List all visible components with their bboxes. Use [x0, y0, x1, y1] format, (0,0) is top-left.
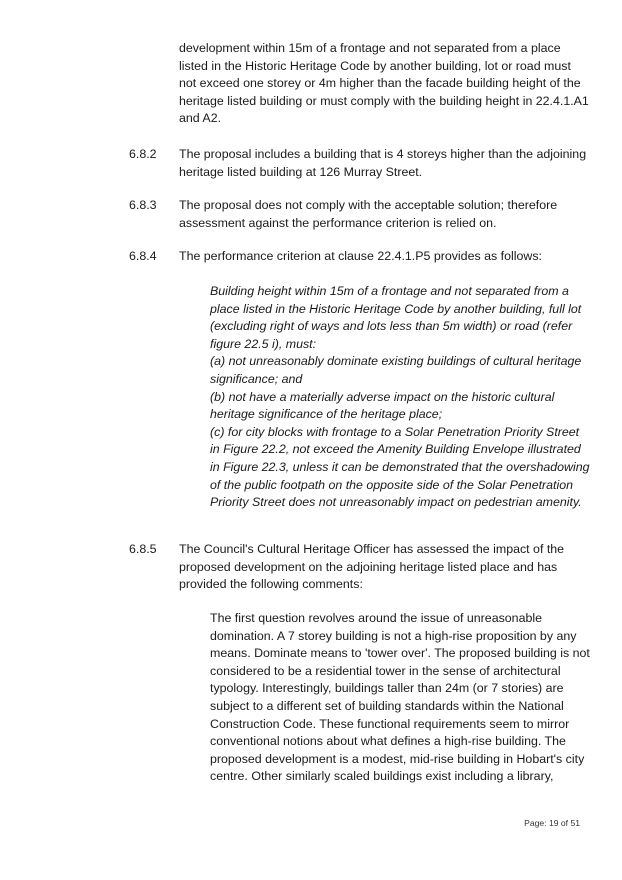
item-number-6-8-2: 6.8.2: [129, 147, 157, 161]
heritage-officer-comment: [210, 610, 590, 786]
quote-item-c: (c) for city blocks with frontage to a Solar Penetration Priority Street in Figure 22.2, not exceed the Amenity Building Envelope illustrated in Figure 22.3, unless it can be demonstrated that the overshadowing of the public footpath on the opposite side of the Solar Penetration Priority Street does not unreasonably impact on pedestrian amenity.: [210, 424, 590, 510]
comment-text: The first question revolves around the issue of unreasonable domination. A 7 storey building is not a high-rise proposition by any means. Dominate means to 'tower over'. The proposed building is not considered to be a residential tower in the sense of architectural typology. Interestingly, buildings taller than 24m (or 7 stories) are subject to a different set of building standards within the National Construction Code. These functional requirements seem to mirror conventional notions about what defines a high-rise building. The proposed development is a modest, mid-rise building in Hobart's city centre. Other similarly scaled buildings exist including a library,: [210, 611, 590, 784]
item-text-6-8-4: The performance criterion at clause 22.4.1.P5 provides as follows:: [179, 249, 542, 263]
item-number-6-8-4: 6.8.4: [129, 249, 157, 263]
item-number-6-8-5: 6.8.5: [129, 542, 157, 556]
item-text-6-8-2: The proposal includes a building that is 4 storeys higher than the adjoining heritage listed building at 126 Murray Street.: [179, 147, 587, 179]
quote-lead: Building height within 15m of a frontage and not separated from a place listed in the Historic Heritage Code by another building, full lot (excluding right of ways and lots less than 5m width) or road (refer figure 22.5 i), must:: [210, 284, 582, 351]
page-number: Page: 19 of 51: [524, 818, 580, 828]
performance-criterion-quote: [210, 283, 590, 512]
item-number-6-8-3: 6.8.3: [129, 198, 157, 212]
quote-item-b: (b) not have a materially adverse impact on the historic cultural heritage significance of the heritage place;: [210, 389, 555, 422]
item-text-6-8-3: The proposal does not comply with the acceptable solution; therefore assessment against the performance criterion is relied on.: [179, 198, 558, 230]
item-text-6-8-5: The Council's Cultural Heritage Officer has assessed the impact of the proposed development on the adjoining heritage listed place and has provided the following comments:: [179, 542, 565, 592]
quote-item-a: (a) not unreasonably dominate existing buildings of cultural heritage significance; and: [210, 354, 582, 386]
intro-paragraph: development within 15m of a frontage and not separated from a place listed in the Historic Heritage Code by another building, lot or road must not exceed one storey or 4m higher than the facade building height of the heritage listed building or must comply with the building height in 22.4.1.A1 and A2.: [179, 41, 589, 126]
